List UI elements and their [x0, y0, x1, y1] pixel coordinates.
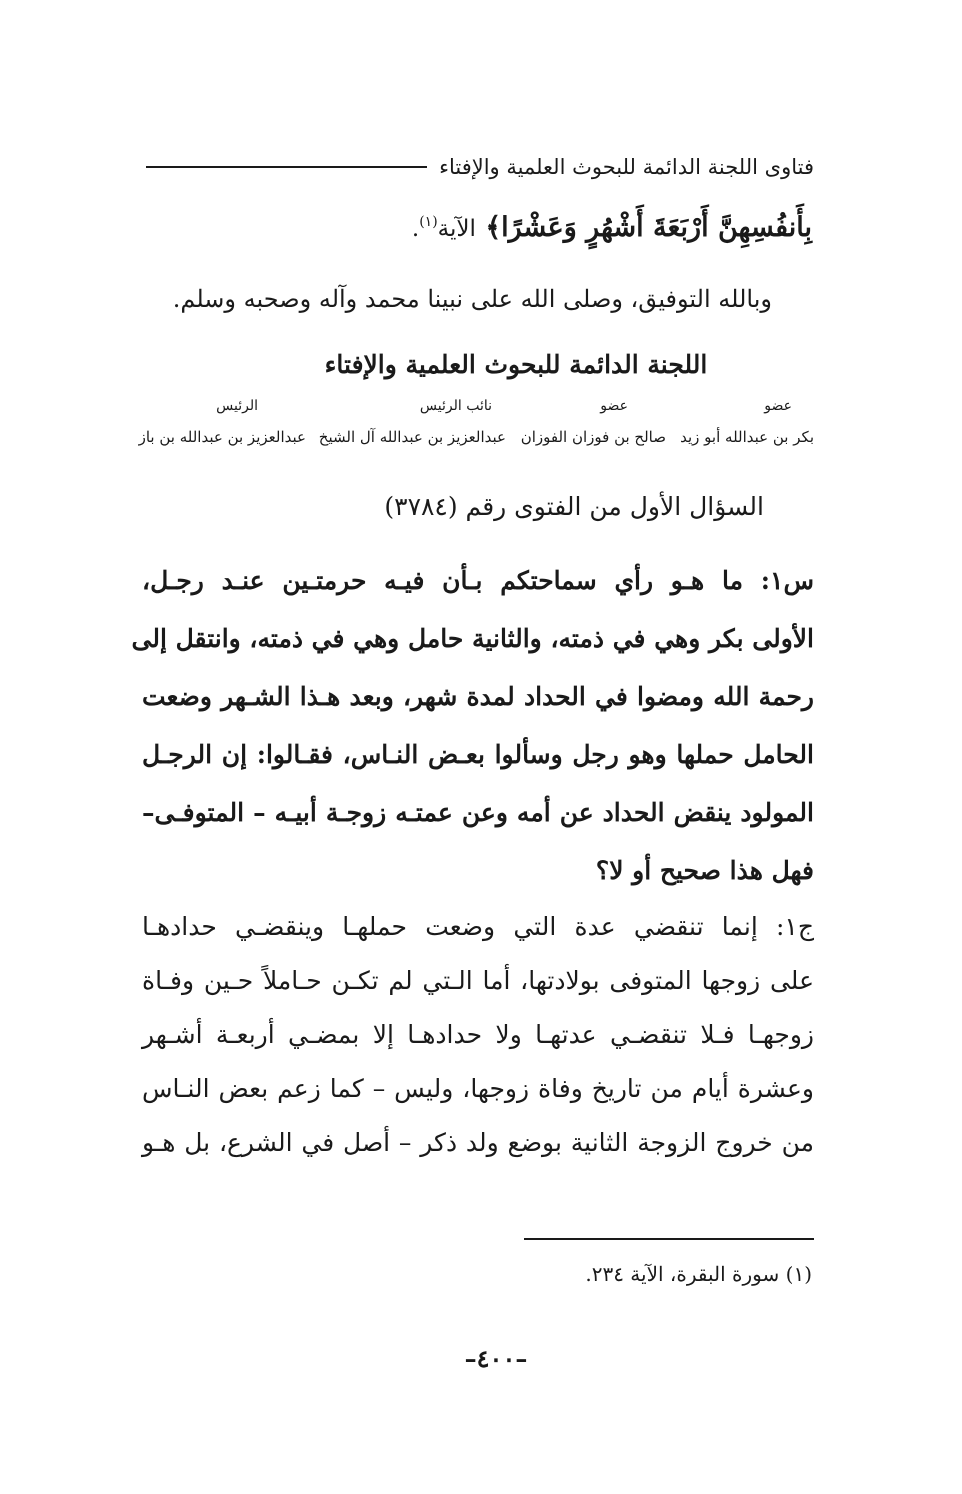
verse-end-mark: .: [411, 216, 420, 242]
name-vice-president: عبدالعزيز بن عبدالله آل الشيخ: [318, 428, 506, 446]
question-line: س١: ما هـو رأي سماحتكم بـأن فيـه حرمتـين عنـد رجـل،: [142, 566, 814, 595]
quran-verse-text: بِأَنفُسِهِنَّ أَرْبَعَةَ أَشْهُرٍ وَعَشْرًا﴾: [485, 212, 812, 243]
question-heading: السؤال الأول من الفتوى رقم (٣٧٨٤): [384, 492, 764, 521]
role-member-2: عضو: [600, 398, 628, 414]
name-president: عبدالعزيز بن عبدالله بن باز: [138, 428, 306, 446]
quran-verse-line: [144, 212, 812, 243]
verse-suffix: الآية: [437, 216, 476, 242]
answer-line: ج١: إنما تنقضي عدة التي وضعت حملهـا وينقضـي حدادهـا: [142, 912, 814, 941]
footnote-reference[interactable]: (١): [419, 214, 438, 230]
answer-line: من خروج الزوجة الثانية بوضع ولد ذكر – أصل في الشرع، بل هـو: [142, 1128, 814, 1157]
page-number: –٤٠٠–: [464, 1344, 528, 1373]
running-title: فتاوى اللجنة الدائمة للبحوث العلمية والإفتاء: [439, 155, 814, 179]
name-member-1: بكر بن عبدالله أبو زيد: [680, 428, 814, 446]
question-line: الحامل حملها وهو رجل وسألوا بعـض النـاس، فقـالوا: إن الرجـل: [142, 740, 814, 769]
name-member-2: صالح بن فوزان الفوزان: [520, 428, 666, 446]
question-line: رحمة الله ومضوا في الحداد لمدة شهر، وبعد هـذا الشـهر وضعت: [142, 682, 815, 711]
footnote: (١) سورة البقرة، الآية ٢٣٤.: [585, 1262, 812, 1286]
running-header: [146, 150, 814, 184]
question-paragraph: [131, 552, 815, 900]
role-member-1: عضو: [764, 398, 792, 414]
answer-line: وعشرة أيام من تاريخ وفاة زوجها، وليس – كما زعم بعض النـاس: [142, 1074, 814, 1103]
signatory-names: [134, 428, 814, 452]
answer-line: على زوجها المتوفى بولادتها، أما الـتي لم تكـن حـاملاً حـين وفـاة: [142, 966, 814, 995]
question-line: فهل هذا صحيح أو لا؟: [595, 856, 814, 885]
footnote-rule: [524, 1238, 814, 1240]
closing-line: وبالله التوفيق، وصلى الله على نبينا محمد وآله وصحبه وسلم.: [172, 285, 772, 313]
answer-line: زوجهـا فـلا تنقضـي عدتهـا ولا حدادهـا إلا بمضـي أربعـة أشـهر: [142, 1020, 814, 1049]
answer-paragraph: [142, 900, 814, 1170]
role-vice-president: نائب الرئيس: [419, 398, 492, 414]
header-rule: [146, 166, 427, 168]
question-line: الأولى بكر وهي في ذمته، والثانية حامل وهي في ذمته، وانتقل إلى: [131, 624, 814, 653]
question-line: المولود ينقض الحداد عن أمه وعن عمتـه زوجـة أبيـه – المتوفـى–: [142, 798, 815, 827]
committee-title: اللجنة الدائمة للبحوث العلمية والإفتاء: [324, 350, 708, 379]
signatory-roles: [134, 398, 814, 420]
role-president: الرئيس: [216, 398, 258, 414]
